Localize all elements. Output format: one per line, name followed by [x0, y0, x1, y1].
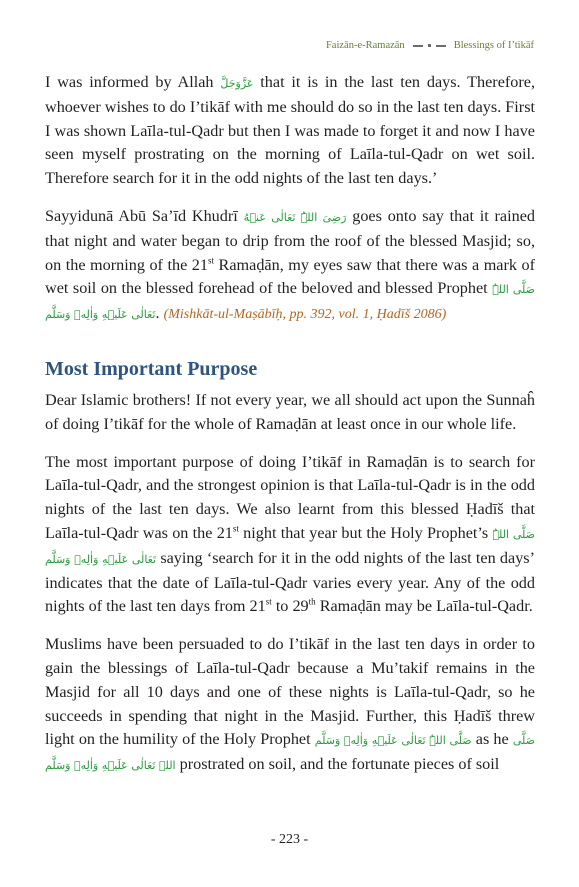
para4-text-c: saying ‘search for it in the odd nights of the last ten days’ indicates that the date of Laīla-tul-Qadr varies every year. Any of the odd nights of the last ten days from 21	[45, 548, 535, 616]
header-chapter-title: Blessings of I’tikāf	[453, 40, 534, 51]
para2-text-c: Ramaḍān, my eyes saw that there was a mark of wet soil on the blessed forehead of the beloved and blessed Prophet	[45, 255, 536, 298]
para4-text-e: Ramaḍān may be Laīla-tul-Qadr.	[315, 597, 533, 616]
ordinal-suffix: st	[208, 255, 215, 266]
section-heading: Most Important Purpose	[45, 357, 258, 380]
para5-text-c: prostrated on soil, and the fortunate pieces of soil	[175, 755, 500, 774]
honorific-prophet: صَلَّی اللہُ تَعَالٰی عَلَیۡهِ وَاٰلِهٖ وَسَلَّم	[45, 283, 535, 322]
honorific-prophet-alt: صَلَّی اللہ تَعَالٰی عَلَیۡهِ وَاٰلِهٖ وَسَلَّم	[45, 734, 536, 773]
page-body	[45, 71, 535, 792]
paragraph-4	[45, 451, 535, 620]
paragraph-1	[45, 71, 535, 191]
para2-text-a: Sayyidunā Abū Sa’īd Khudrī	[45, 206, 244, 225]
paragraph-3: Dear Islamic brothers! If not every year, we all should act upon the Sunnaĥ of doing I’tikāf for the whole of Ramaḍān at least once in our whole life.	[45, 390, 535, 433]
paragraph-2	[45, 205, 535, 327]
paragraph-5	[45, 633, 535, 778]
header-book-title: Faizān-e-Ramazān	[325, 40, 405, 51]
para1-text-b: that it is in the last ten days. Therefore, whoever wishes to do I’tikāf with me should do so in the last ten days. First I was shown Laīla-tul-Qadr but then I was made to forget it and now I have seen myself prostrating on the morning of Laīla-tul-Qadr on wet soil. Therefore search for it in the odd nights of the last ten days.’	[45, 73, 535, 188]
running-header	[326, 40, 534, 51]
honorific-prophet: صَلَّی اللہُ تَعَالٰی عَلَیۡهِ وَاٰلِهٖ وَسَلَّم	[314, 734, 472, 748]
ordinal-suffix: st	[232, 523, 239, 534]
ordinal-suffix: th	[308, 596, 316, 607]
header-separator	[413, 44, 446, 47]
para4-text-b: night that year but the Holy Prophet’s	[238, 523, 493, 542]
honorific-allah: عَزَّوَجَلَّ	[220, 77, 254, 90]
para1-text-a: I was informed by Allah	[45, 73, 221, 91]
para4-text-a: The most important purpose of doing I’tikāf in Ramaḍān is to search for Laīla-tul-Qadr, and the strongest opinion is that Laīla-tul-Qadr is in the odd nights of the last ten days. We also learnt from this blessed Ḥadīš that Laīla-tul-Qadr was on the 21	[45, 452, 535, 542]
para5-text-a: Muslims have been persuaded to do I’tikāf in the last ten days in order to gain the blessings of Laīla-tul-Qadr because a Mu’takif remains in the Masjid for all 10 days and one of these nights is Laīla-tul-Qadr, so he succeeds in spending that night in the Masjid. Further, this Ḥadīš threw light on the humility of the Holy Prophet	[45, 635, 535, 749]
para2-text-d: .	[155, 304, 164, 323]
para5-text-b: as he	[471, 730, 513, 749]
honorific-prophet: صَلَّی اللہُ تَعَالٰی عَلَیۡهِ وَاٰلِهٖ وَسَلَّم	[45, 527, 535, 566]
para2-text-b: goes onto say that it rained that night and water began to drip from the roof of the blessed Masjid; so, on the morning of the 21	[45, 206, 535, 274]
honorific-sahabi: رَضِیَ اللہُ تَعَالٰی عَنۡهُ	[243, 210, 347, 224]
page-number: - 223 -	[270, 832, 309, 847]
ordinal-suffix: st	[265, 596, 272, 607]
para4-text-d: to 29	[271, 597, 309, 616]
hadith-reference: (Mishkāt-ul-Maṣābīḥ, pp. 392, vol. 1, Ḥadīš 2086)	[163, 307, 447, 323]
